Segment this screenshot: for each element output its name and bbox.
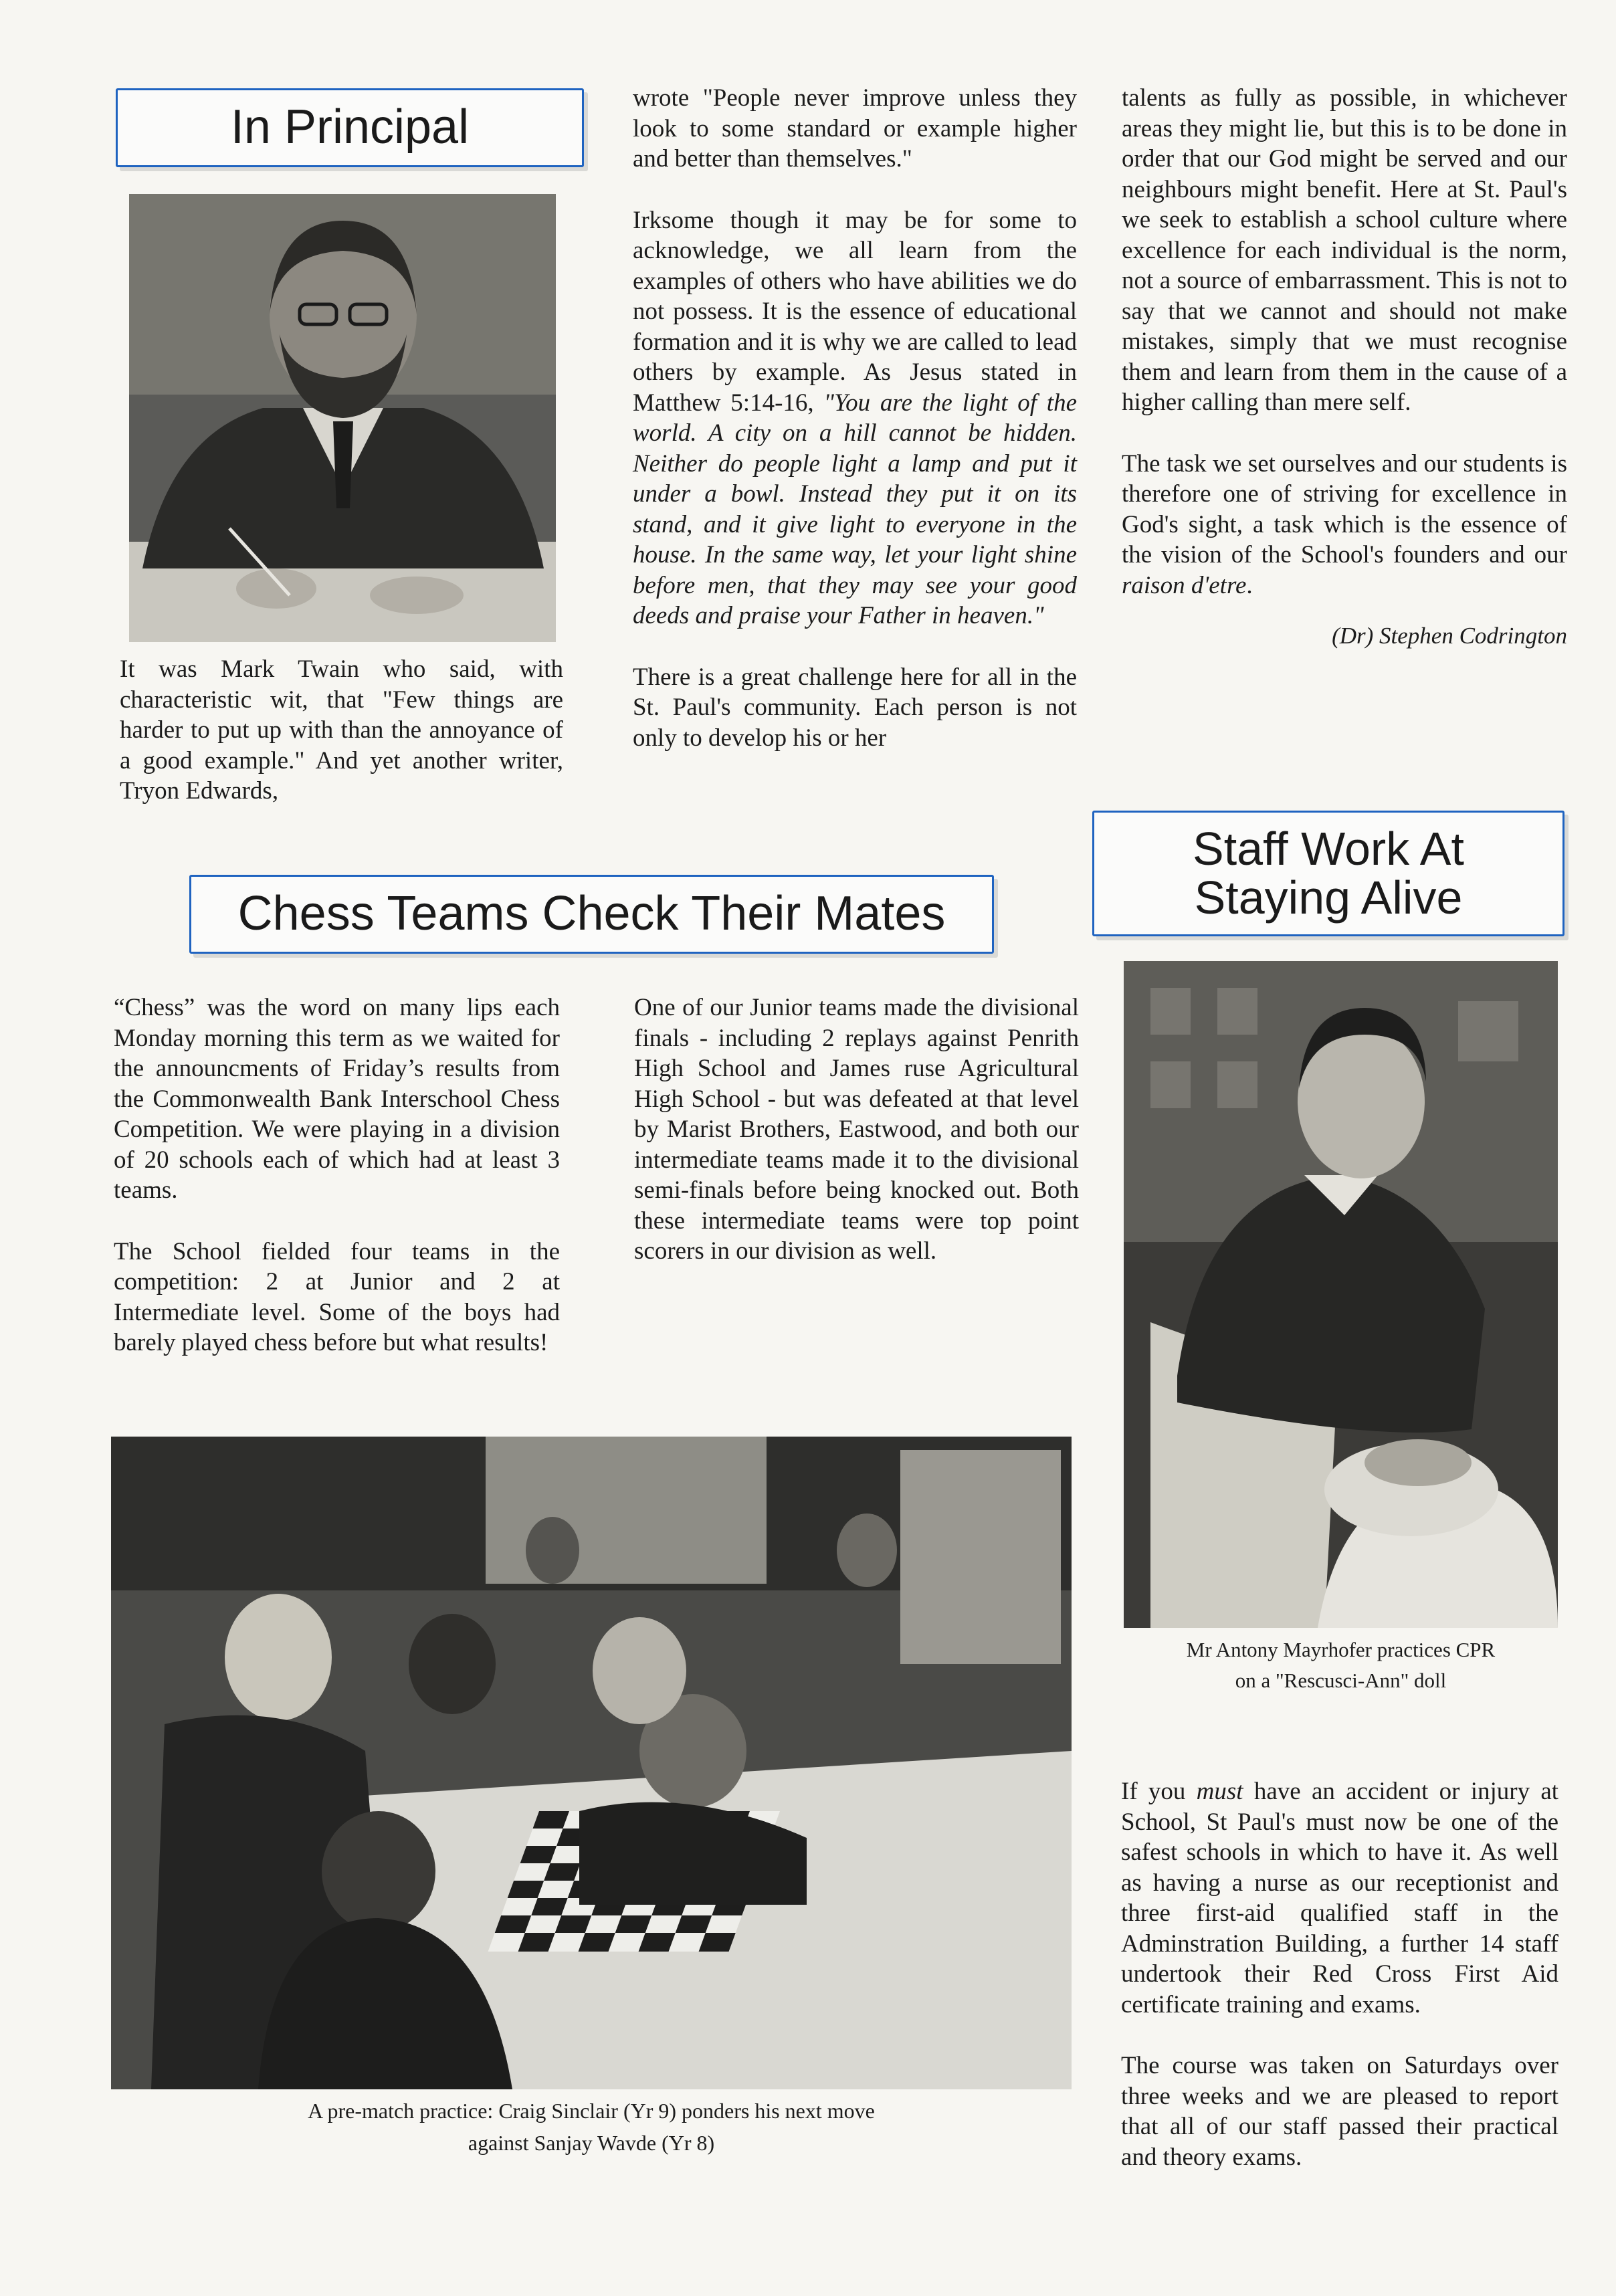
chess-col1-p2: The School fielded four teams in the competition: 2 at Junior and 2 at Intermediate level. Some of the boys had barely played chess before but what results! — [114, 1237, 560, 1356]
raison-detre: raison d'etre — [1122, 571, 1247, 599]
principal-col3-p1: talents as fully as possible, in whichever areas they might lie, but this is to be done in order that our God might be served and our neighbours might benefit. Here at St. Paul's we seek to establish a school culture where excellence for each individual is the norm, not a source of embarrassment. This is not to say that we cannot and should not make mistakes, simply that we must recognise them and learn from them in the cause of a higher calling than mere self. — [1122, 84, 1567, 416]
staff-p1-start: If you — [1121, 1778, 1186, 1805]
chess-col1-p1: “Chess” was the word on many lips each Monday morning this term as we waited for the announcments of Friday’s results from the Commonwealth Bank Interschool Chess Competition. We were playing in a division of 20 schools each of which had at least 3 teams. — [114, 994, 560, 1204]
cpr-caption-line1: Mr Antony Mayrhofer practices CPR — [1186, 1638, 1496, 1661]
chess-column-1 — [114, 993, 560, 1358]
chess-photo — [111, 1437, 1072, 2089]
principal-column-1 — [120, 654, 563, 807]
staff-p2: The course was taken on Saturdays over three weeks and we are pleased to report that all of our staff passed their practical and theory exams. — [1121, 2052, 1558, 2171]
staff-p1 — [1121, 1776, 1558, 2020]
chess-caption-line1: A pre-match practice: Craig Sinclair (Yr 9) ponders his next move — [308, 2099, 875, 2123]
principal-photo — [129, 194, 556, 642]
cpr-photo — [1124, 961, 1558, 1628]
chess-caption — [111, 2095, 1072, 2159]
cpr-caption — [1124, 1635, 1558, 1696]
matthew-quote: "You are the light of the world. A city on a hill cannot be hidden. Neither do people light a lamp and put it under a bowl. Instead they put it on its stand, and it give light to everyone in the house. In the same way, let your light shine before men, that they may see your good deeds and praise your Father in heaven." — [633, 389, 1078, 629]
staff-title-line2: Staying Alive — [1194, 871, 1463, 924]
chess-col2-p1: One of our Junior teams made the divisional finals - including 2 replays against Penrith High School and James ruse Agricultural High School - but was defeated at that level by Marist Brothers, Eastwood, and both our intermediate teams made it to the divisional semi-finals before being knocked out. Both these intermediate teams were top point scorers in our division as well. — [634, 994, 1079, 1265]
staff-p1-must: must — [1196, 1778, 1243, 1805]
staff-heading — [1092, 811, 1564, 936]
in-principal-title: In Principal — [230, 100, 470, 154]
chess-heading — [189, 875, 994, 954]
principal-col3-p2-plain: The task we set ourselves and our students is therefore one of striving for excellence in God's sight, a task which is the essence of the vision of the School's founders and our — [1122, 449, 1567, 568]
principal-col2-p3: There is a great challenge here for all in the St. Paul's community. Each person is not only to develop his or her — [633, 663, 1077, 752]
principal-col2-p2-plain: Irksome though it may be for some to acknowledge, we all learn from the examples of others who have abilities we do not possess. It is the essence of educational formation and it is why we are called to lead others by example. As Jesus stated in Matthew 5:14-16, — [633, 206, 1077, 417]
staff-p1-rest: have an accident or injury at School, St Paul's must now be one of the safest schools in which to have it. As well as having a nurse as our receptionist and three first-aid qualified staff in the Adminstration Building, a further 14 staff undertook their Red Cross First Aid certificate training and exams. — [1121, 1778, 1559, 2018]
chess-caption-line2: against Sanjay Wavde (Yr 8) — [468, 2131, 715, 2155]
principal-col3-p2 — [1122, 449, 1567, 601]
staff-column — [1121, 1776, 1558, 2172]
principal-column-3 — [1122, 83, 1567, 651]
cpr-caption-line2: on a "Rescusci-Ann" doll — [1235, 1669, 1447, 1692]
principal-col1-text: It was Mark Twain who said, with characteristic wit, that "Few things are harder to put up with than the annoyance of a good example." And yet another writer, Tryon Edwards, — [120, 655, 563, 805]
principal-signature: (Dr) Stephen Codrington — [1332, 623, 1567, 649]
principal-col3-p2-end: . — [1246, 571, 1253, 599]
staff-title-line1: Staff Work At — [1193, 822, 1464, 875]
chess-title: Chess Teams Check Their Mates — [237, 887, 946, 941]
principal-column-2 — [633, 83, 1077, 753]
chess-column-2 — [634, 993, 1079, 1267]
principal-col2-p1: wrote "People never improve unless they look to some standard or example higher and better than themselves." — [633, 84, 1077, 173]
principal-col2-p2 — [633, 205, 1077, 631]
in-principal-heading — [116, 88, 584, 167]
